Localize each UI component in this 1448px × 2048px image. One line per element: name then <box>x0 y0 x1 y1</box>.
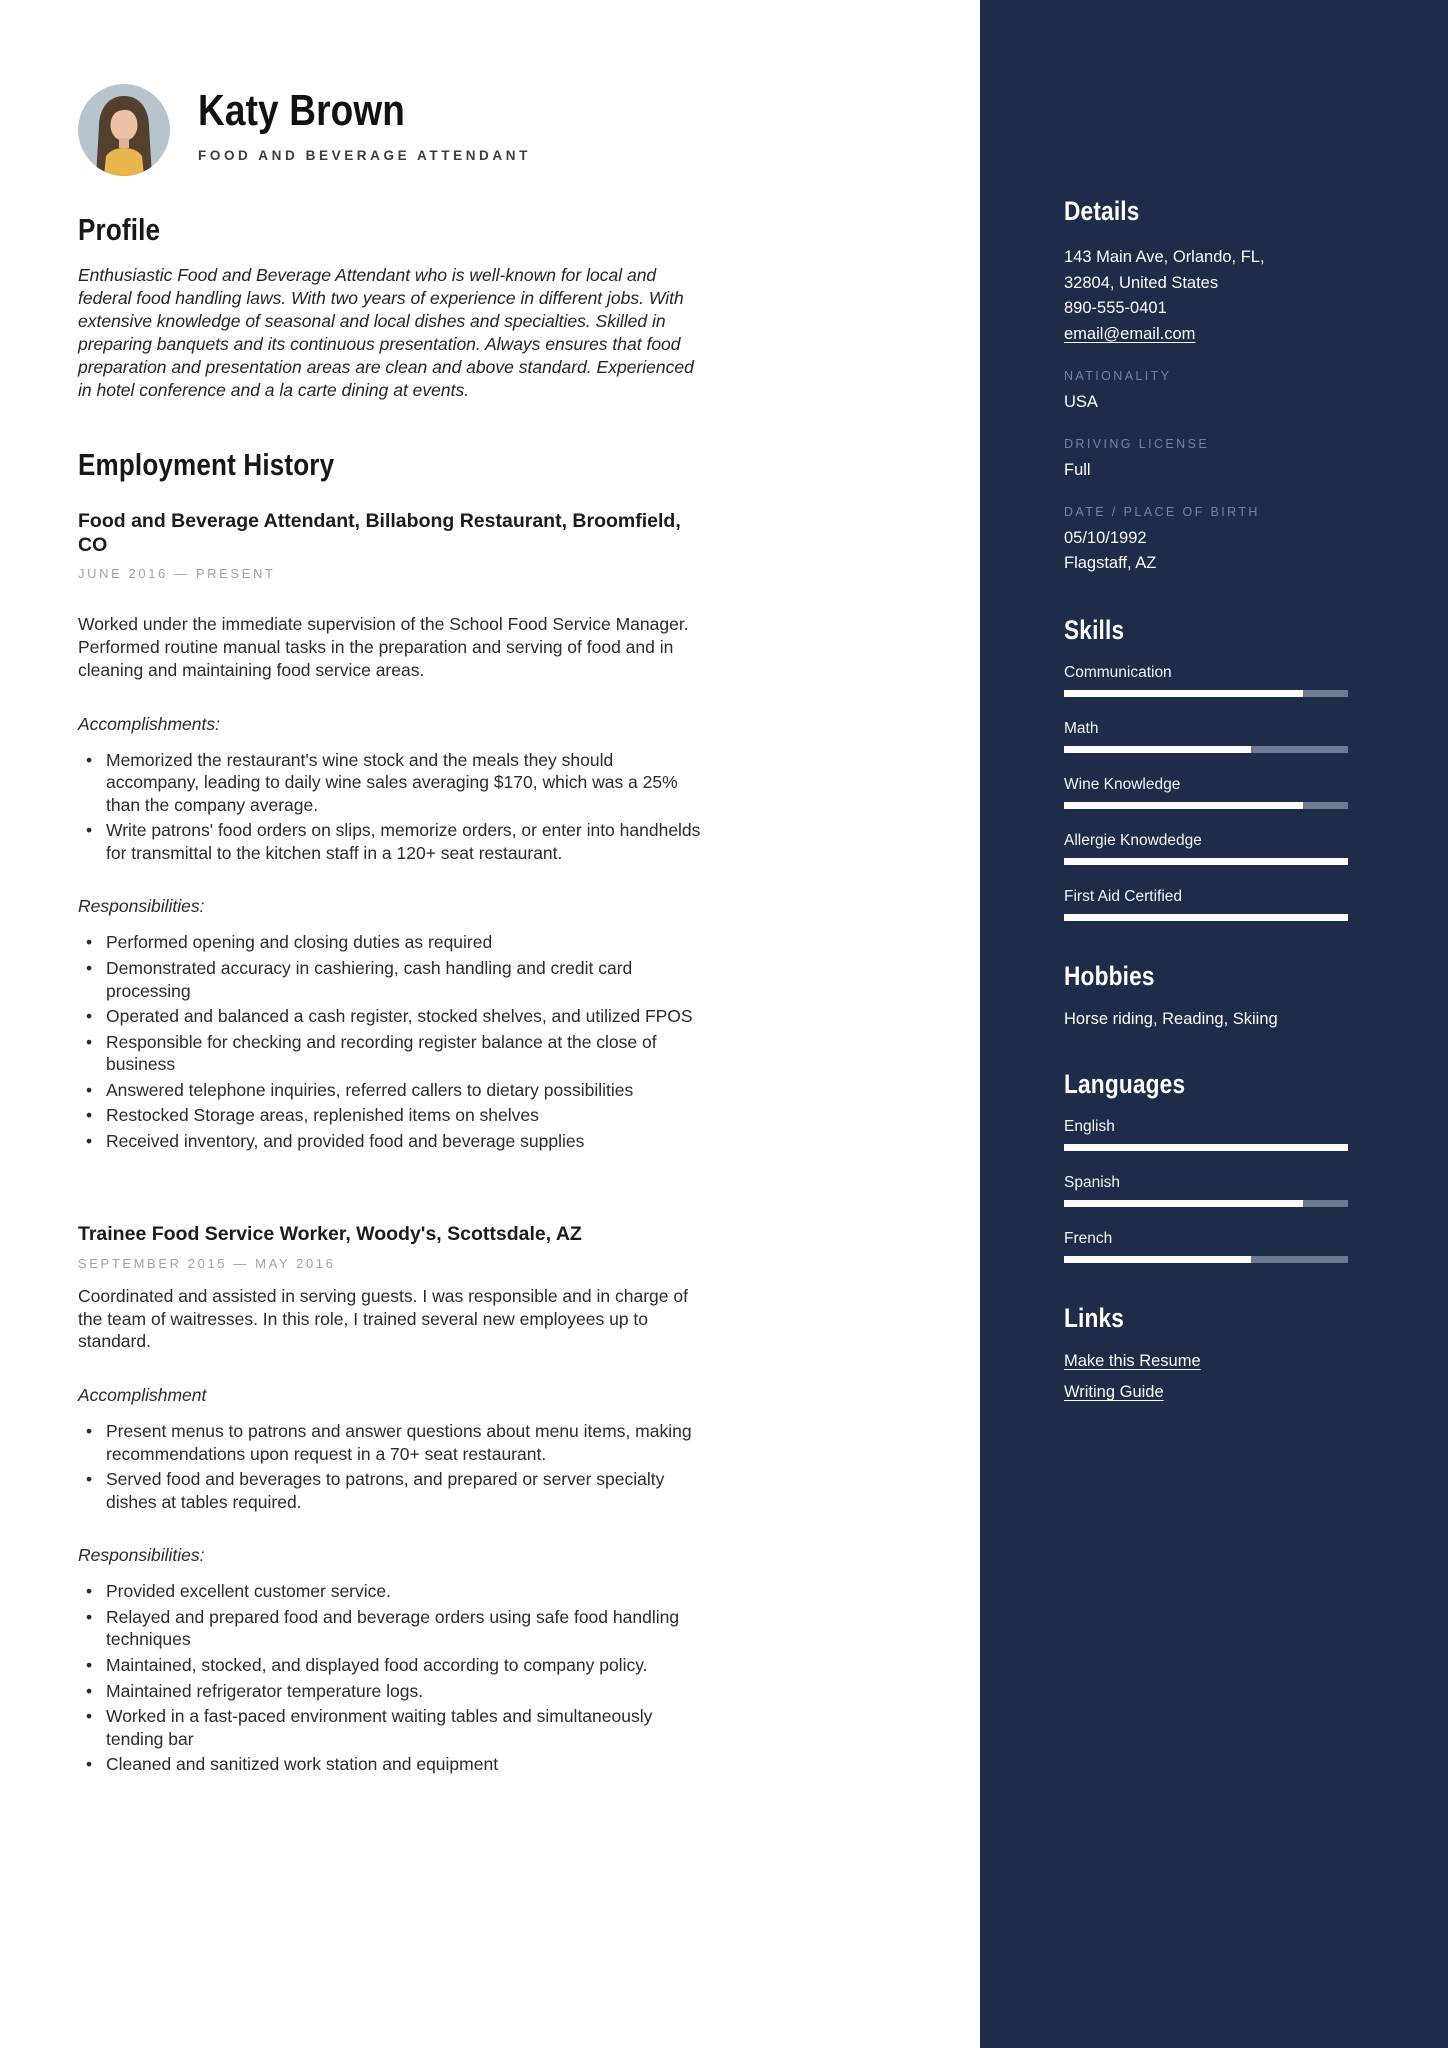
sidebar <box>980 0 1448 2048</box>
job-subheading: Responsibilities: <box>78 1545 205 1566</box>
skill-label: English <box>1064 1118 1115 1136</box>
bullet-item: • Maintained, stocked, and displayed food according to company policy. <box>78 1654 704 1677</box>
job-dates: SEPTEMBER 2015 — MAY 2016 <box>78 1255 336 1271</box>
detail-value: 05/10/1992 <box>1064 528 1147 547</box>
skill-label: Math <box>1064 720 1099 738</box>
bullet-item: • Cleaned and sanitized work station and equipment <box>78 1753 704 1776</box>
skill-bar-track <box>1064 802 1348 809</box>
skill-item <box>1064 776 1348 809</box>
job-subheading: Accomplishment <box>78 1385 207 1406</box>
skill-bar-track <box>1064 1256 1348 1263</box>
bullet-list <box>78 1580 704 1776</box>
employment-heading: Employment History <box>78 446 335 482</box>
hobbies-heading: Hobbies <box>1064 961 1155 992</box>
resume-header <box>78 82 704 176</box>
bullet-item: • Relayed and prepared food and beverage orders using safe food handling techniques <box>78 1606 704 1651</box>
detail-value: Full <box>1064 461 1091 479</box>
bullet-item: • Answered telephone inquiries, referred callers to dietary possibilities <box>78 1079 704 1102</box>
detail-group <box>1064 505 1348 576</box>
job-title: Trainee Food Service Worker, Woody's, Scottsdale, AZ <box>78 1223 582 1246</box>
links-heading: Links <box>1064 1303 1125 1334</box>
detail-label: DATE / PLACE OF BIRTH <box>1064 504 1260 519</box>
bullet-item: • Operated and balanced a cash register, stocked shelves, and utilized FPOS <box>78 1005 704 1028</box>
skill-item <box>1064 832 1348 865</box>
bullet-item: • Memorized the restaurant's wine stock and the meals they should accompany, leading to daily wine sales averaging $170, which was a 25% than the company average. <box>78 749 704 817</box>
address-line: 143 Main Ave, Orlando, FL, <box>1064 248 1265 266</box>
bullet-list <box>78 1420 704 1513</box>
skill-bar-fill <box>1064 1256 1251 1263</box>
bullet-item: • Received inventory, and provided food and beverage supplies <box>78 1130 704 1153</box>
bullet-item: • Performed opening and closing duties as required <box>78 931 704 954</box>
skill-bar-fill <box>1064 746 1251 753</box>
bullet-list <box>78 931 704 1152</box>
detail-groups <box>1064 369 1348 575</box>
candidate-name: Katy Brown <box>198 86 406 135</box>
skill-bar-track <box>1064 746 1348 753</box>
languages-section <box>1064 1069 1348 1263</box>
hobbies-text: Horse riding, Reading, Skiing <box>1064 1010 1278 1029</box>
bullet-item: • Present menus to patrons and answer questions about menu items, making recommendations upon request in a 70+ seat restaurant. <box>78 1420 704 1465</box>
skill-label: Allergie Knowdedge <box>1064 832 1202 850</box>
job-summary: Worked under the immediate supervision of the School Food Service Manager. Performed routine manual tasks in the preparation and serving of food and in cleaning and maintaining food service areas. <box>78 614 689 680</box>
skill-bar-fill <box>1064 690 1303 697</box>
skill-bar-fill <box>1064 802 1303 809</box>
skill-bar-track <box>1064 858 1348 865</box>
skill-bar-track <box>1064 690 1348 697</box>
links-section <box>1064 1303 1348 1402</box>
profile-photo-illustration <box>78 84 170 176</box>
skill-bar-track <box>1064 914 1348 921</box>
employment-section <box>78 447 704 1776</box>
skill-item <box>1064 664 1348 697</box>
skill-label: French <box>1064 1230 1113 1248</box>
skill-item <box>1064 1118 1348 1151</box>
skill-label: Wine Knowledge <box>1064 776 1181 794</box>
links-list <box>1064 1352 1348 1402</box>
job-entry <box>78 1222 704 1775</box>
bullet-item: • Write patrons' food orders on slips, memorize orders, or enter into handhelds for transmittal to the kitchen staff in a 120+ seat restaurant. <box>78 819 704 864</box>
bullet-item: • Responsible for checking and recording register balance at the close of business <box>78 1031 704 1076</box>
skill-label: Communication <box>1064 664 1172 682</box>
skill-bar-track <box>1064 1200 1348 1207</box>
bullet-item: • Provided excellent customer service. <box>78 1580 704 1603</box>
profile-photo <box>78 84 170 176</box>
skill-bar-fill <box>1064 858 1348 865</box>
skill-item <box>1064 888 1348 921</box>
hobbies-section <box>1064 961 1348 1029</box>
bullet-item: • Demonstrated accuracy in cashiering, cash handling and credit card processing <box>78 957 704 1002</box>
profile-text: Enthusiastic Food and Beverage Attendant who is well-known for local and federal food handling laws. With two years of experience in different jobs. With extensive knowledge of seasonal and local dishes and specialties. Skilled in preparing banquets and its continuous presentation. Always ensures that food preparation and presentation areas are clean and above standard. Experienced in hotel conference and a la carte dining at events. <box>78 265 694 401</box>
skill-bar-fill <box>1064 1200 1303 1207</box>
skill-item <box>1064 1230 1348 1263</box>
job-dates: JUNE 2016 — PRESENT <box>78 566 276 582</box>
skill-item <box>1064 720 1348 753</box>
skill-bar-track <box>1064 1144 1348 1151</box>
bullet-item: • Restocked Storage areas, replenished items on shelves <box>78 1104 704 1127</box>
skills-section <box>1064 615 1348 921</box>
skill-label: Spanish <box>1064 1174 1121 1192</box>
sidebar-link[interactable]: Make this Resume <box>1064 1352 1201 1371</box>
header-text <box>198 82 531 163</box>
details-section <box>1064 196 1348 575</box>
job-subheading: Responsibilities: <box>78 896 205 917</box>
detail-value: USA <box>1064 393 1098 412</box>
detail-value: Flagstaff, AZ <box>1064 553 1157 572</box>
skill-label: First Aid Certified <box>1064 888 1183 906</box>
jobs <box>78 509 704 1776</box>
bullet-item: • Maintained refrigerator temperature logs. <box>78 1680 704 1703</box>
job-title: Food and Beverage Attendant, Billabong Restaurant, Broomfield, CO <box>78 509 681 556</box>
detail-label: NATIONALITY <box>1064 369 1172 384</box>
sidebar-link[interactable]: Writing Guide <box>1064 1383 1164 1402</box>
profile-section <box>78 212 704 403</box>
email-link[interactable]: email@email.com <box>1064 324 1196 343</box>
job-subheading: Accomplishments: <box>78 713 220 734</box>
details-heading: Details <box>1064 196 1140 226</box>
address-line: 890-555-0401 <box>1064 299 1167 318</box>
detail-group <box>1064 369 1348 415</box>
skill-bar-fill <box>1064 914 1348 921</box>
address-line: 32804, United States <box>1064 273 1219 292</box>
skills-heading: Skills <box>1064 615 1125 646</box>
job-entry <box>78 509 704 1153</box>
detail-label: DRIVING LICENSE <box>1064 437 1210 451</box>
skill-bar-fill <box>1064 1144 1348 1151</box>
skills-list <box>1064 664 1348 921</box>
bullet-item: • Worked in a fast-paced environment waiting tables and simultaneously tending bar <box>78 1705 704 1750</box>
candidate-job-title: FOOD AND BEVERAGE ATTENDANT <box>198 148 531 164</box>
skill-item <box>1064 1174 1348 1207</box>
address-block <box>1064 245 1348 322</box>
job-summary: Coordinated and assisted in serving guests. I was responsible and in charge of the team of waitresses. In this role, I trained several new employees up to standard. <box>78 1285 688 1352</box>
detail-group <box>1064 437 1348 483</box>
profile-heading: Profile <box>78 212 161 247</box>
languages-heading: Languages <box>1064 1069 1186 1100</box>
languages-list <box>1064 1118 1348 1263</box>
bullet-item: • Served food and beverages to patrons, and prepared or server specialty dishes at tables required. <box>78 1468 704 1513</box>
bullet-list <box>78 749 704 865</box>
